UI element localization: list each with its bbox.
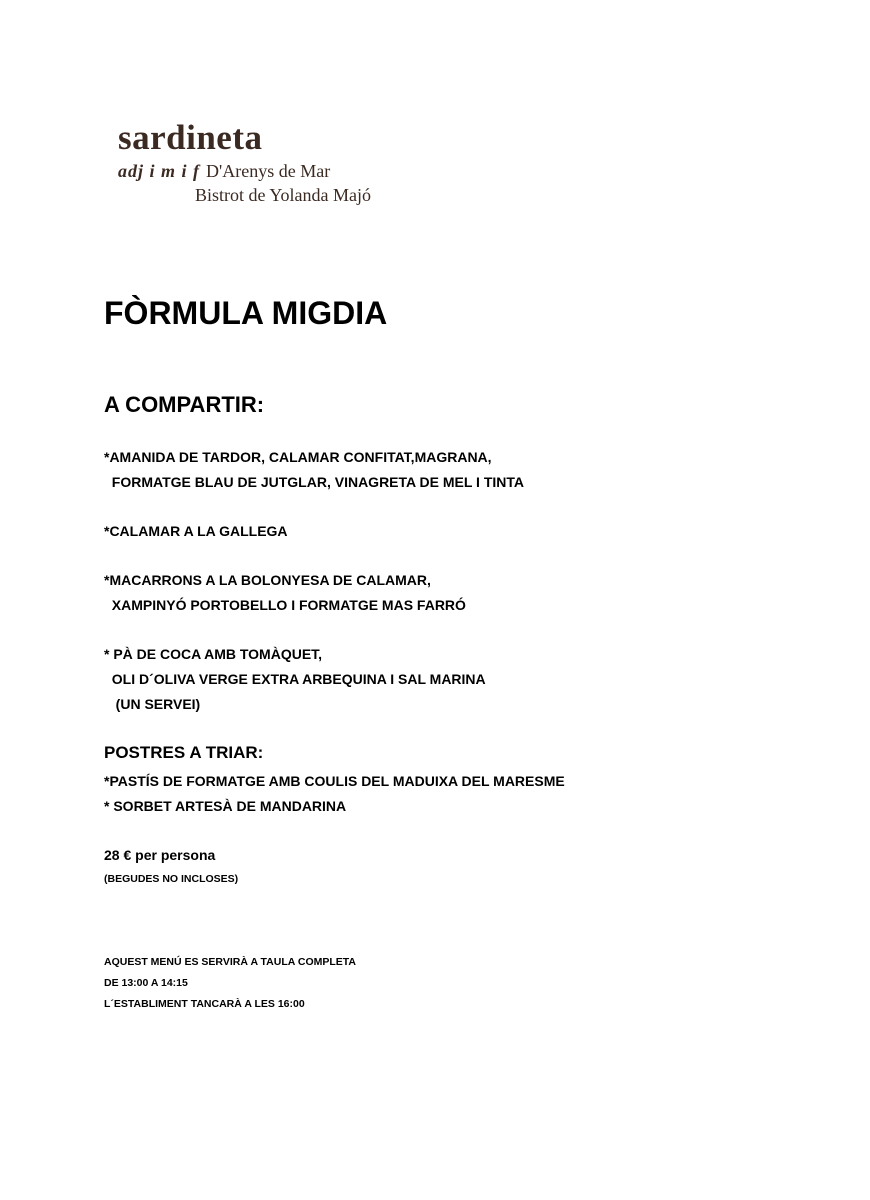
dish-line: * PÀ DE COCA AMB TOMÀQUET, xyxy=(104,646,323,662)
dish-line: *MACARRONS A LA BOLONYESA DE CALAMAR, xyxy=(104,572,431,588)
dish-line: *CALAMAR A LA GALLEGA xyxy=(104,523,288,539)
footer-line: DE 13:00 A 14:15 xyxy=(104,977,188,989)
dish-line: OLI D´OLIVA VERGE EXTRA ARBEQUINA I SAL MARINA xyxy=(104,671,486,687)
logo-name: sardineta xyxy=(118,118,263,157)
dish-line: (UN SERVEI) xyxy=(104,696,201,712)
logo-location: D'Arenys de Mar xyxy=(206,161,331,181)
drinks-note: (BEGUDES NO INCLOSES) xyxy=(104,873,239,885)
dish-line: XAMPINYÓ PORTOBELLO I FORMATGE MAS FARRÓ xyxy=(104,597,466,613)
logo-subtitle-line1 xyxy=(118,161,330,181)
dish-line: FORMATGE BLAU DE JUTGLAR, VINAGRETA DE MEL I TINTA xyxy=(104,474,524,490)
footer-line: AQUEST MENÚ ES SERVIRÀ A TAULA COMPLETA xyxy=(104,956,357,968)
section-heading-postres: POSTRES A TRIAR: xyxy=(104,743,264,762)
menu-title: FÒRMULA MIGDIA xyxy=(104,295,388,331)
dessert-line: *PASTÍS DE FORMATGE AMB COULIS DEL MADUIXA DEL MARESME xyxy=(104,773,565,789)
logo-subtitle-line2: Bistrot de Yolanda Majó xyxy=(195,185,372,205)
dessert-line: * SORBET ARTESÀ DE MANDARINA xyxy=(104,798,347,814)
dish-line: *AMANIDA DE TARDOR, CALAMAR CONFITAT,MAGRANA, xyxy=(104,449,492,465)
restaurant-logo xyxy=(118,118,372,205)
logo-italic-text: adj i m i f xyxy=(118,161,200,181)
footer-line: L´ESTABLIMENT TANCARÀ A LES 16:00 xyxy=(104,998,305,1010)
price: 28 € per persona xyxy=(104,847,216,863)
section-heading-compartir: A COMPARTIR: xyxy=(104,392,265,417)
